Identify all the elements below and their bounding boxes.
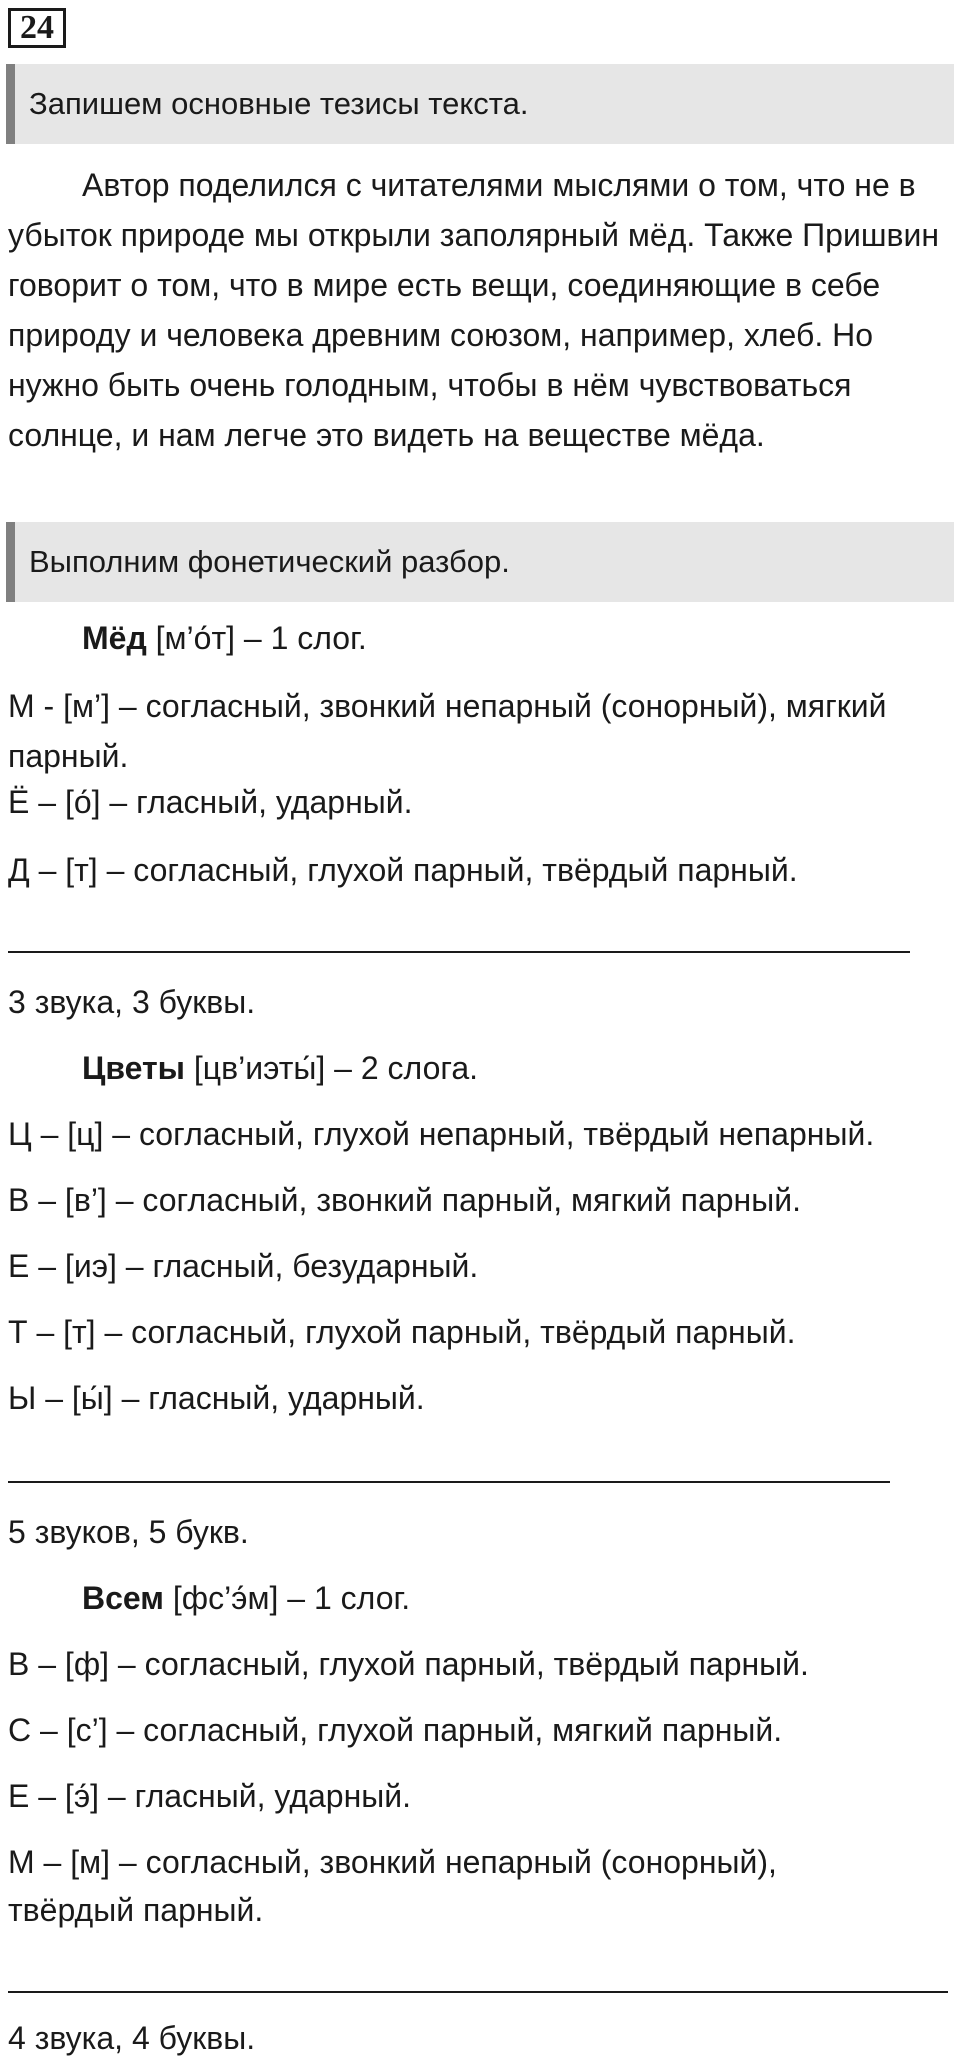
- divider-line: [8, 1481, 890, 1483]
- section-banner-phonetic: Выполним фонетический разбор.: [6, 522, 954, 602]
- phoneme-line: М – [м] – согласный, звонкий непарный (сонорный),: [8, 1844, 777, 1880]
- word-transcription: [цв’иэты́] – 2 слога.: [185, 1050, 479, 1086]
- word-transcription: [фс’э́м] – 1 слог.: [163, 1580, 411, 1616]
- phoneme-line: Д – [т] – согласный, глухой парный, твёрдый парный.: [8, 852, 798, 888]
- section-banner-theses: Запишем основные тезисы текста.: [6, 64, 954, 144]
- divider-line: [8, 1991, 948, 1993]
- phoneme-line: парный.: [8, 738, 129, 774]
- word-heading: [82, 1573, 410, 1623]
- word-heading: [82, 613, 367, 663]
- phoneme-line: Ц – [ц] – согласный, глухой непарный, твёрдый непарный.: [8, 1116, 875, 1152]
- phoneme-line: В – [ф] – согласный, глухой парный, твёрдый парный.: [8, 1646, 809, 1682]
- phoneme-line: С – [с’] – согласный, глухой парный, мягкий парный.: [8, 1712, 783, 1748]
- phoneme-line: Ё – [о́] – гласный, ударный.: [8, 784, 413, 820]
- phoneme-line: Е – [иэ] – гласный, безударный.: [8, 1248, 479, 1284]
- phoneme-line: Е – [э́] – гласный, ударный.: [8, 1778, 412, 1814]
- phoneme-line: твёрдый парный.: [8, 1892, 264, 1928]
- word-title: Цветы: [82, 1050, 185, 1086]
- task-number-box: 24: [8, 8, 66, 48]
- word-summary: 3 звука, 3 буквы.: [8, 984, 256, 1020]
- word-transcription: [м’о́т] – 1 слог.: [146, 620, 367, 656]
- word-title: Мёд: [82, 620, 147, 656]
- word-summary: 4 звука, 4 буквы.: [8, 2020, 256, 2056]
- phoneme-line: М - [м’] – согласный, звонкий непарный (сонорный), мягкий: [8, 688, 887, 724]
- divider-line: [8, 951, 910, 953]
- word-summary: 5 звуков, 5 букв.: [8, 1514, 249, 1550]
- theses-paragraph: Автор поделился с читателями мыслями о том, что не в убыток природе мы открыли заполярный мёд. Также Пришвин говорит о том, что в мире есть вещи, соединяющие в себе природу и человека древним союзом, например, хлеб. Но нужно быть очень голодным, чтобы в нём чувствоваться солнце, и нам легче это видеть на веществе мёда.: [8, 167, 940, 453]
- phoneme-line: Т – [т] – согласный, глухой парный, твёрдый парный.: [8, 1314, 796, 1350]
- word-title: Всем: [82, 1580, 164, 1616]
- word-heading: [82, 1043, 478, 1093]
- phoneme-line: В – [в’] – согласный, звонкий парный, мягкий парный.: [8, 1182, 801, 1218]
- phoneme-line: Ы – [ы́] – гласный, ударный.: [8, 1380, 425, 1416]
